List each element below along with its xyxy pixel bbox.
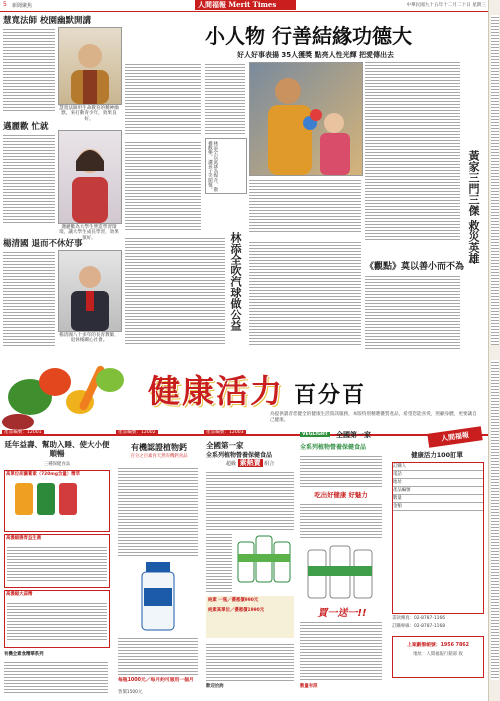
product-4-badge: VEGLIGHT — [302, 432, 328, 437]
photo-huikuan — [58, 27, 122, 105]
strip-text-2 — [491, 360, 499, 680]
product-2-text — [118, 466, 198, 556]
order-row-amount[interactable]: 金額 — [393, 503, 483, 511]
product-4-text-3 — [300, 620, 382, 680]
main-article-text-2 — [205, 62, 245, 136]
supplement-jars-icon — [234, 532, 294, 592]
order-row-buyer[interactable]: 訂購人 — [393, 463, 483, 471]
headline-yang: 楊清國 退而不休好事 — [3, 239, 83, 249]
order-row-product[interactable]: 產品編號 — [393, 487, 483, 495]
product-1-item-2-text — [7, 545, 107, 581]
product-1-item-3-name: 高濃縮大蒜精 — [6, 592, 33, 597]
product-1-item-3 — [4, 590, 110, 648]
order-row-phone[interactable]: 電話 — [393, 471, 483, 479]
main-article-text-5 — [125, 236, 225, 346]
main-article-text-6 — [249, 240, 361, 346]
masthead: 人間福報 Merit Times — [195, 0, 296, 10]
ad-tagline: 為提供讀者您健全的健康生活資訊服務，本版特別精選優質產品，希望您能喜愛，照顧身體，更要讓自己健康。 — [270, 412, 477, 423]
product-1-headline: 延年益壽、幫助入睡、使大小便順暢 — [4, 440, 110, 458]
page-header — [0, 0, 488, 12]
product-3-super: 超級 — [226, 461, 237, 467]
main-article-text-4 — [249, 178, 361, 234]
order-fax: 書款傳真：02-8787-1166 — [392, 616, 446, 621]
product-2-bottle — [136, 560, 180, 632]
photo-yang — [58, 250, 122, 332]
product-4-buy-one-get-one: 買一送一!! — [317, 608, 367, 619]
product-1-tab: 產品編號：12001 — [4, 430, 42, 435]
product-3-bottles — [234, 532, 294, 592]
product-1-item-2-name: 高濃縮腸胃益生菌 — [6, 536, 42, 541]
ad-title-main: 健康活力 — [148, 372, 285, 410]
caption-huikuan: 慧寬法師用生命教育的精神幽默，來打動青少年，效果良好。 — [59, 106, 119, 122]
product-1-footer: 有機全素食精華系列 — [4, 652, 44, 657]
photo-balloon-man — [249, 62, 363, 176]
product-4-bottles — [304, 542, 380, 602]
ad-main-title — [148, 366, 388, 412]
caption-yang: 楊清國八十多年的長青教師，退休後關心社會。 — [59, 333, 119, 344]
caption-balloon: 林添全以氣球為媒介，散播歡樂，讓孩子笑開懷。 — [207, 140, 218, 192]
order-account: 上案劃撥帳號：1956 7862 — [407, 643, 469, 648]
headline-huang: 黃家三門三傑 救災英雄 — [467, 150, 480, 264]
product-3 — [204, 430, 296, 698]
woman-portrait-icon — [59, 131, 121, 223]
order-title: 健康活力100訂單 — [411, 451, 463, 459]
product-3-text-3 — [206, 642, 294, 682]
product-1-item-2 — [4, 534, 110, 588]
product-3-packs — [206, 596, 294, 638]
photo-maili — [58, 130, 122, 224]
right-article-text-1 — [365, 60, 460, 240]
product-3-text — [206, 470, 294, 530]
product-2-text-2 — [118, 636, 198, 676]
center-column — [125, 14, 412, 350]
product-2-tab: 產品編號：12002 — [118, 430, 156, 435]
product-2 — [116, 430, 200, 698]
vegetables-icon — [0, 352, 130, 432]
page-number: 5 — [3, 1, 7, 8]
article-maili-text — [3, 133, 55, 223]
product-2-headline: 有機認證植物鈣 — [131, 443, 187, 452]
vegetable-photo — [0, 352, 130, 432]
product-3-tab: 產品編號：12003 — [206, 430, 244, 435]
monk-portrait-icon — [59, 28, 121, 104]
man-portrait-icon — [59, 251, 121, 331]
product-3-headline: 全國第一家 — [206, 441, 244, 450]
article-yang-text — [3, 250, 55, 348]
order-table — [392, 462, 484, 614]
product-3-hot: 素熱賣 — [239, 459, 261, 467]
product-2-original-price: 售價1500元 — [118, 690, 143, 695]
product-1 — [2, 430, 112, 698]
supplement-bottle-icon — [5, 479, 109, 519]
left-column — [3, 14, 121, 350]
caption-maili: 邁麗歡為大學生營造學習環境，讓大學生成長學習，效果很好。 — [59, 225, 119, 241]
product-4-gift: 數量有限 — [300, 684, 318, 689]
product-3-pack-1: 純素 一瓶／優惠價990元 — [208, 598, 259, 603]
product-3-sub: 全系列植物營養保健食品 — [206, 452, 273, 459]
next-page-strip — [488, 0, 500, 701]
caption-box — [205, 138, 247, 194]
product-4 — [300, 430, 384, 698]
issue-date: 中華民國九十五年十二月二十日 星期三 — [406, 3, 486, 8]
order-address: 地址：人間福報行銷部 收 — [413, 652, 463, 657]
product-4-text — [300, 454, 382, 488]
order-row-address[interactable]: 地址 — [393, 479, 483, 487]
product-1-item-1 — [4, 470, 110, 532]
order-form — [388, 430, 486, 698]
right-column — [365, 60, 485, 350]
strip-text — [491, 15, 499, 345]
order-account-box — [392, 636, 484, 678]
main-article-text-1 — [125, 62, 201, 136]
order-hotline: 訂購專線：02-8787-1168 — [392, 624, 446, 629]
headline-maili: 邁麗歡 忙就 — [3, 122, 49, 132]
product-1-item-1-name: 高單位胡蘿蔔素（720mg含量）精萃 — [6, 472, 80, 477]
headline-opinion: 《觀點》莫以善小而不為 — [365, 262, 465, 272]
ad-title-percent: 百分百 — [294, 382, 367, 408]
order-logo: 人間福報 — [427, 426, 482, 447]
right-article-text-2 — [365, 274, 460, 350]
product-3-combo-label: 組合 — [264, 461, 275, 467]
product-2-sub: 百分之百素食天然有機鈣食品 — [130, 454, 188, 459]
main-article-text-3 — [125, 140, 201, 230]
product-4-text-2 — [300, 502, 382, 540]
section-name: 新聞聚焦 — [12, 3, 33, 9]
headline-huikuan: 慧寬法師 校園幽默開講 — [3, 16, 91, 26]
vitamin-bottles-icon — [304, 542, 380, 602]
product-2-price: 每瓶1000元／每月約可服用一個月 — [118, 678, 194, 683]
product-4-headline: 全國第一家 — [336, 431, 371, 439]
product-3-text-2 — [206, 532, 232, 592]
product-4-sub: 全系列植物營養保健食品 — [300, 444, 367, 451]
order-row-qty[interactable]: 數量 — [393, 495, 483, 503]
product-3-combo — [226, 458, 296, 468]
product-3-pack-2: 純素高單位／優惠價1990元 — [208, 608, 265, 613]
product-1-footer-text — [4, 660, 108, 694]
headline-lin: 林添全吹汽球做公益 — [229, 232, 242, 331]
main-subheadline: 好人好事表揚 35人獲獎 點亮人性光輝 把愛傳出去 — [237, 51, 395, 59]
main-headline: 小人物 行善結緣功德大 — [205, 24, 412, 48]
calcium-bottle-icon — [136, 560, 180, 632]
product-1-item-3-text — [7, 601, 107, 641]
balloon-artist-icon — [250, 63, 362, 175]
product-1-sub: 三種保健食品 — [43, 462, 71, 467]
product-4-slogan: 吃出好健康 好魅力 — [314, 491, 368, 499]
article-huikuan-text — [3, 27, 55, 112]
product-3-note: 歡迎洽詢 — [206, 684, 224, 689]
